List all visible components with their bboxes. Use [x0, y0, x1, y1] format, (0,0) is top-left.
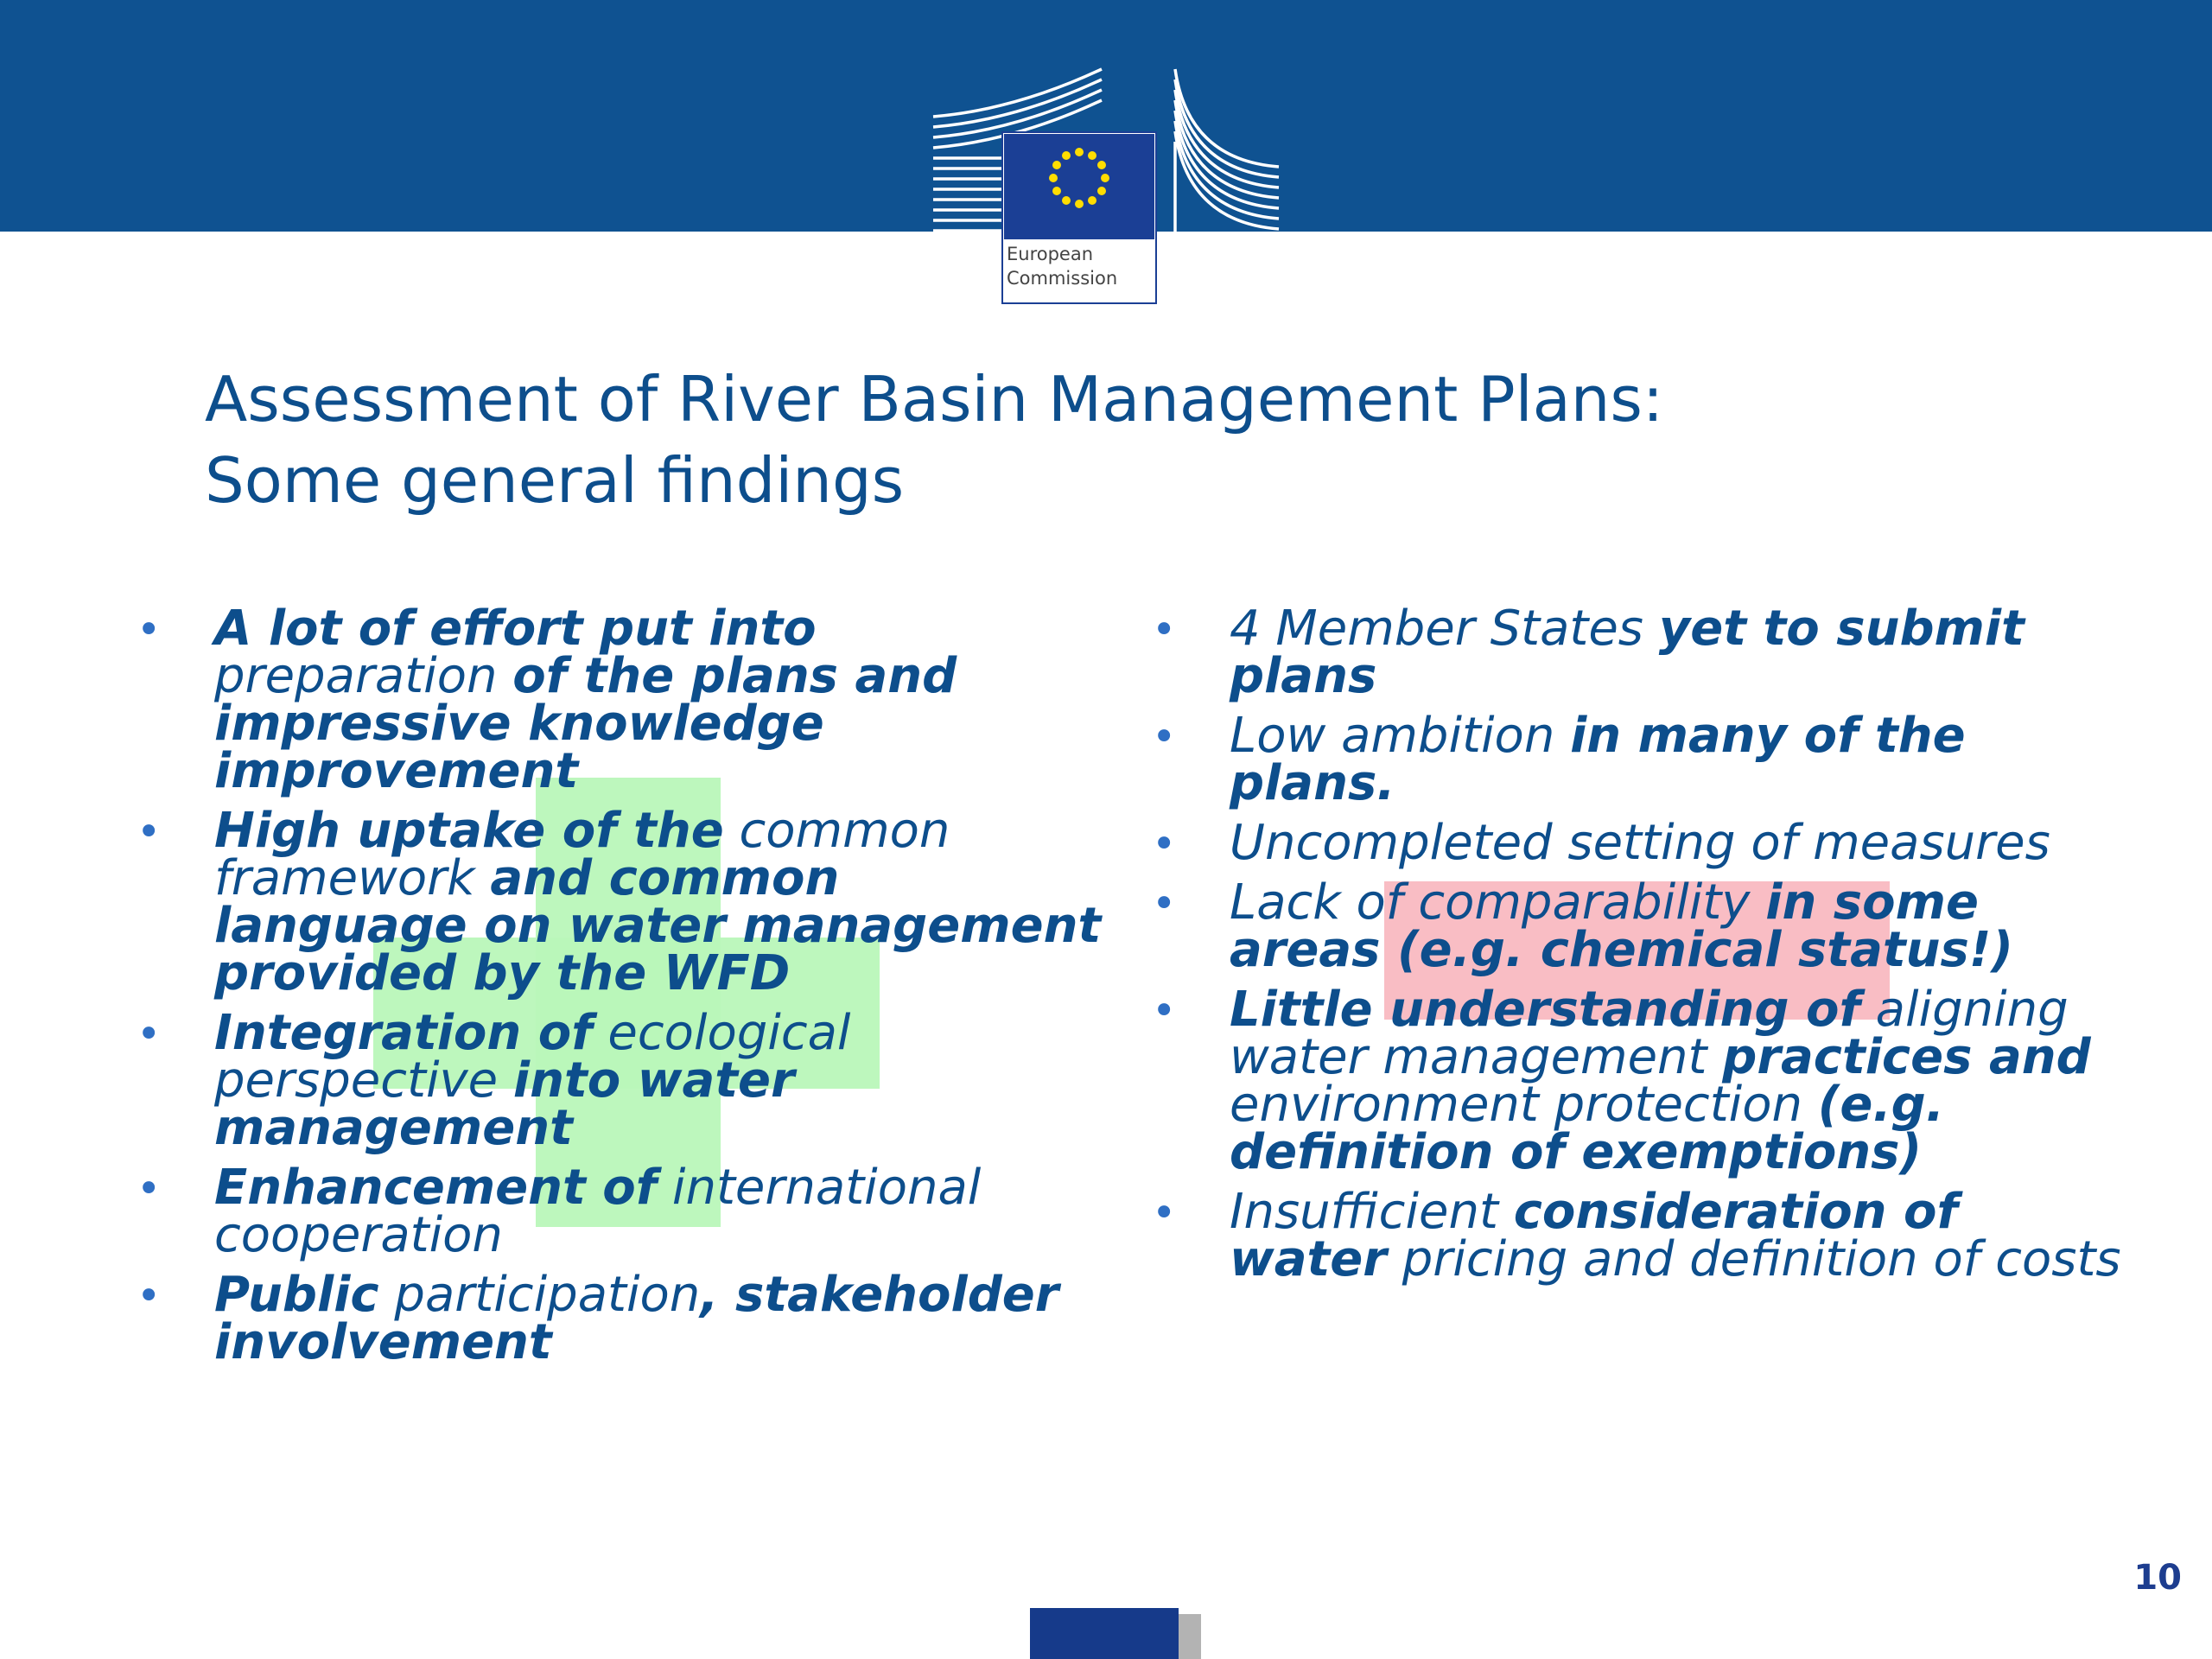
item-text: (e.g. definition of exemptions): [1230, 1077, 1944, 1180]
list-item: [1145, 874, 2121, 978]
item-text: common framework: [214, 803, 950, 906]
item-text: ecological perspective: [214, 1005, 851, 1109]
item-text: , stakeholder involvement: [214, 1267, 1059, 1370]
list-item: [1145, 982, 2121, 1180]
list-item: [1145, 1184, 2121, 1287]
logo-wordmark: [1007, 242, 1117, 290]
slide-title-line-1: Assessment of River Basin Management Plans:: [205, 363, 1664, 435]
list-item: [130, 1267, 1106, 1370]
item-text: of the plans and impressive knowledge improvement: [214, 648, 957, 799]
item-text: Integration of: [214, 1005, 593, 1061]
item-text: pricing and definition of costs: [1386, 1231, 2121, 1287]
item-text: A lot of effort put into: [214, 601, 817, 657]
item-text: in many of the plans.: [1230, 708, 1966, 811]
item-text: international cooperation: [214, 1160, 982, 1263]
list-item: [130, 1160, 1106, 1263]
list-item: [1145, 601, 2121, 704]
item-text: Public: [214, 1267, 379, 1323]
item-text: Low ambition: [1230, 708, 1571, 764]
item-text: and common language on water management provided by the WFD: [214, 850, 1102, 1001]
item-text: participation: [378, 1267, 701, 1323]
item-text: consideration of water: [1230, 1184, 1958, 1287]
list-item: [130, 1005, 1106, 1156]
item-text: preparation: [214, 648, 513, 704]
right-findings-list: [1145, 601, 2121, 1295]
item-text: practices and: [1722, 1029, 2091, 1085]
logo-line-1: European: [1007, 244, 1094, 264]
logo-line-2: Commission: [1007, 268, 1118, 289]
item-text: Enhancement of: [214, 1160, 658, 1216]
item-text: Little understanding of: [1230, 982, 1860, 1038]
item-text: Uncompleted setting of measures: [1230, 815, 2050, 871]
list-item: [1145, 815, 2121, 871]
item-text: environment protection: [1230, 1077, 1818, 1133]
item-text: Lack of comparability: [1230, 874, 1766, 931]
list-item: [1145, 708, 2121, 811]
item-text: Insufficient: [1230, 1184, 1514, 1240]
slide-title: [205, 359, 1663, 521]
slide-title-line-2: Some general findings: [205, 444, 905, 517]
page-number: 10: [2133, 1558, 2182, 1598]
item-text: High uptake of the: [214, 803, 724, 859]
item-text: 4 Member States: [1230, 601, 1659, 657]
list-item: [130, 601, 1106, 799]
item-text: into water management: [214, 1052, 795, 1156]
list-item: [130, 803, 1106, 1001]
item-text: yet to submit plans: [1230, 601, 2024, 704]
item-text: aligning water management: [1230, 982, 2069, 1085]
left-findings-list: [130, 601, 1106, 1378]
item-text: in some areas (e.g. chemical status!): [1230, 874, 2013, 978]
footer-tab: [1030, 1608, 1179, 1659]
